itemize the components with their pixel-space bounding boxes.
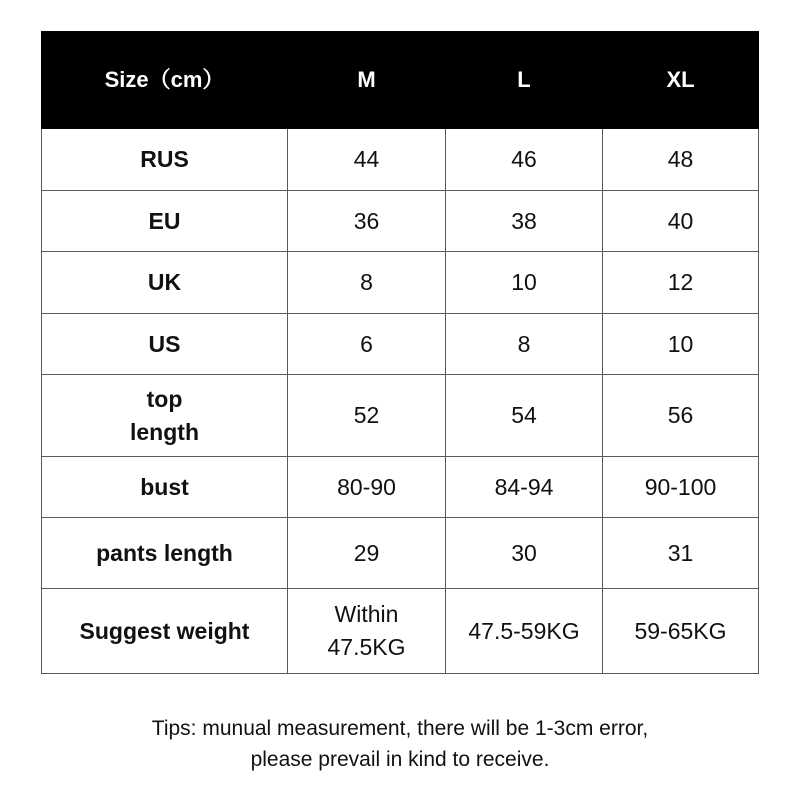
table-cell: 10 bbox=[603, 314, 759, 375]
table-cell: 80-90 bbox=[288, 457, 446, 518]
row-label: RUS bbox=[42, 129, 288, 191]
table-cell: 52 bbox=[288, 375, 446, 457]
table-row bbox=[42, 252, 759, 314]
table-row bbox=[42, 589, 759, 674]
table-cell: 84-94 bbox=[446, 457, 603, 518]
table-cell: 47.5-59KG bbox=[446, 589, 603, 674]
table-row bbox=[42, 457, 759, 518]
table-row bbox=[42, 518, 759, 589]
table-row bbox=[42, 129, 759, 191]
table-cell: 56 bbox=[603, 375, 759, 457]
row-label-text: top length bbox=[130, 385, 199, 445]
row-label bbox=[42, 375, 288, 457]
tips-note bbox=[0, 713, 800, 775]
table-cell: 44 bbox=[288, 129, 446, 191]
size-chart-table bbox=[41, 31, 759, 674]
row-label: pants length bbox=[42, 518, 288, 589]
header-size-l: L bbox=[446, 32, 603, 129]
table-cell: 31 bbox=[603, 518, 759, 589]
table-cell: 38 bbox=[446, 191, 603, 252]
table-cell: 36 bbox=[288, 191, 446, 252]
row-label: EU bbox=[42, 191, 288, 252]
table-row bbox=[42, 314, 759, 375]
table-cell: 40 bbox=[603, 191, 759, 252]
table-cell: 8 bbox=[288, 252, 446, 314]
table-cell: 8 bbox=[446, 314, 603, 375]
row-label: US bbox=[42, 314, 288, 375]
header-size-xl: XL bbox=[603, 32, 759, 129]
row-label: UK bbox=[42, 252, 288, 314]
header-row bbox=[42, 32, 759, 129]
table-cell: 54 bbox=[446, 375, 603, 457]
table-cell: 46 bbox=[446, 129, 603, 191]
table-cell bbox=[288, 589, 446, 674]
table-cell: 59-65KG bbox=[603, 589, 759, 674]
row-label: Suggest weight bbox=[42, 589, 288, 674]
tips-line-2: please prevail in kind to receive. bbox=[250, 748, 550, 771]
table-cell: 6 bbox=[288, 314, 446, 375]
row-label: bust bbox=[42, 457, 288, 518]
table-cell: 48 bbox=[603, 129, 759, 191]
header-size-m: M bbox=[288, 32, 446, 129]
table-cell: 29 bbox=[288, 518, 446, 589]
table-row bbox=[42, 375, 759, 457]
table-cell: 10 bbox=[446, 252, 603, 314]
tips-line-1: Tips: munual measurement, there will be 1-3cm error, bbox=[151, 717, 649, 740]
table-row bbox=[42, 191, 759, 252]
table-cell: 30 bbox=[446, 518, 603, 589]
table-cell: 90-100 bbox=[603, 457, 759, 518]
table-cell: 12 bbox=[603, 252, 759, 314]
cell-text: Within 47.5KG bbox=[327, 601, 406, 660]
header-size-label: Size（cm） bbox=[42, 32, 288, 129]
